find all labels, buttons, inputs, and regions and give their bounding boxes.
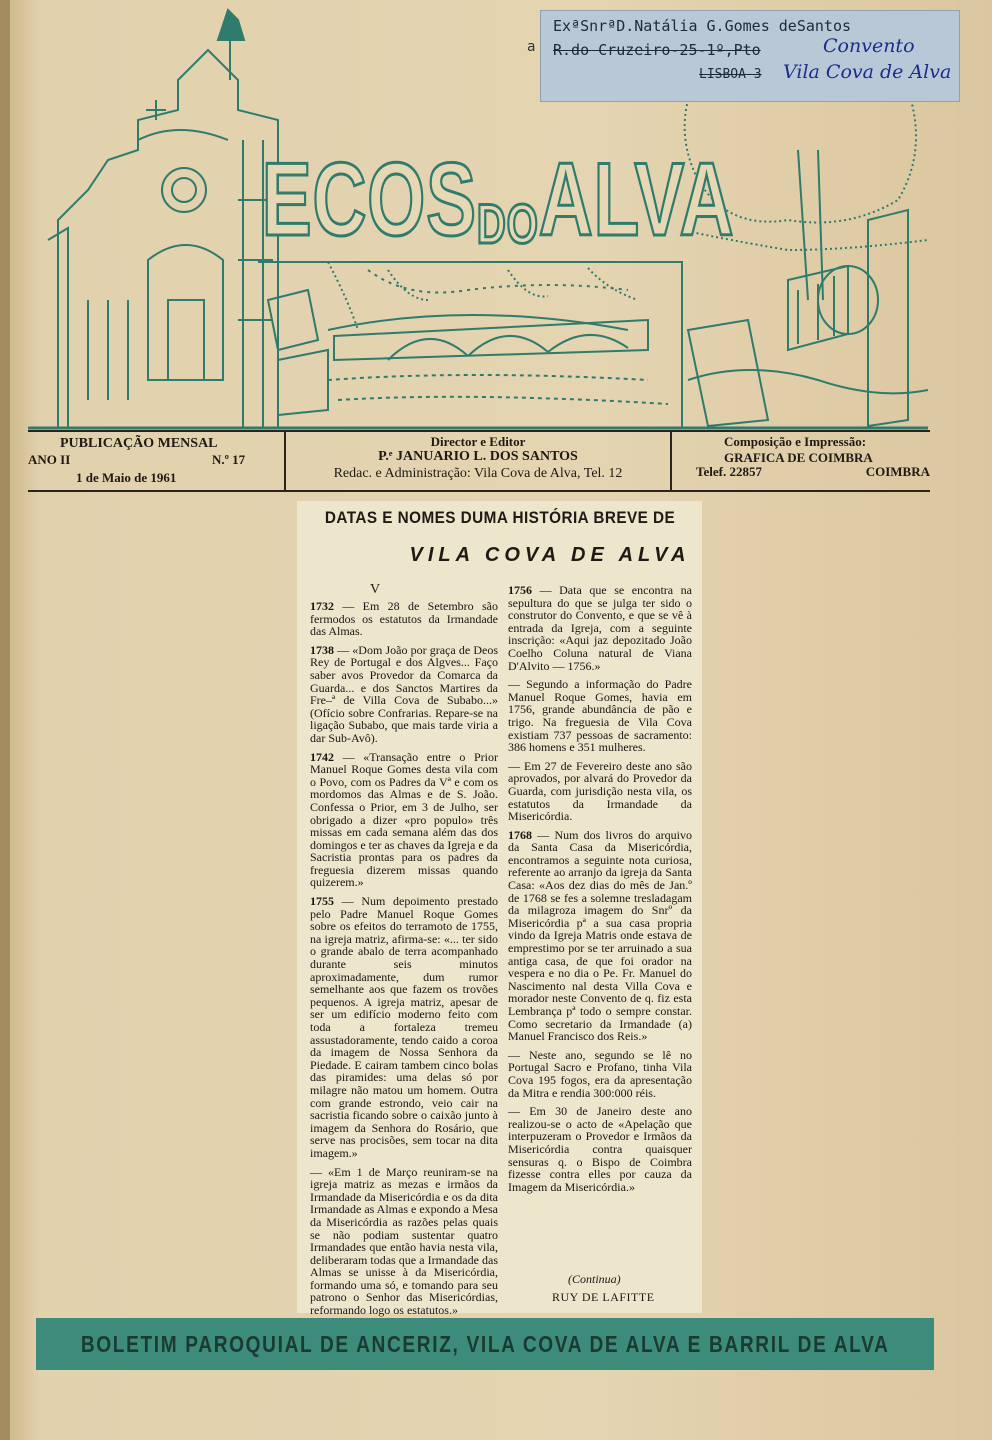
printer-city: COIMBRA (865, 464, 930, 479)
article-entry (508, 1049, 692, 1099)
entry-text: — Data que se encontra na sepultura do que se julga ter sido o construtor do Convento, e que se vê à entrada da Igreja, com a seguinte inscrição: «Aqui jaz depozitado João Coelho Coluna natural de Viana D'Alvito — 1756.» (508, 583, 692, 673)
director-name: P.ᵉ JANUARIO L. DOS SANTOS (378, 449, 578, 464)
article-author: RUY DE LAFITTE (552, 1290, 655, 1304)
article-entry (310, 600, 498, 638)
print-label: Composição e Impressão: (724, 434, 867, 449)
entry-text: — «Em 1 de Março reuniram-se na igreja matriz as mezas e irmãos da Irmandade da Misericórdia e os da dita Irmandade as Almas e expondo a Mesa da Misericórdia as razões pelas quais se não podiam sustentar quatro Irmandades que então havia nesta vila, deliberaram todas que a Irmandade das Almas se unisse à da Misericórdia, formando uma só, e tomando para seu patrono o Senhor das Misericórdias, reformando logo os estatutos.» (310, 1164, 498, 1318)
article-entry (310, 1166, 498, 1317)
continued-note: (Continua) (568, 1272, 621, 1286)
printer-name: GRAFICA DE COIMBRA (724, 450, 873, 465)
bottom-banner (36, 1318, 934, 1370)
info-publication (28, 432, 278, 490)
article-entry (508, 829, 692, 1043)
director-label: Director e Editor (430, 434, 526, 449)
entry-year: 1742 (310, 749, 334, 764)
title-part-ecos: ECOS (261, 142, 477, 258)
entry-text: — «Dom João por graça de Deos Rey de Portugal e dos Algves... Faço saber avos Provedor da Comarca da Guarda... e dos Sanctos Martires da Fre–ª de Villa Cova de Subabo...» (Ofício sobre Confrarias. Repare-se na ligação Subabo, que mais tarde viria a dar Sub-Avô). (310, 642, 498, 745)
article-entry (508, 760, 692, 823)
issue-year: ANO II (28, 452, 71, 467)
entry-text: — «Transação entre o Prior Manuel Roque Gomes desta vila com o Povo, com os Padres da Vª e com os mordomos das Almas e de S. João. Confessa o Prior, em 3 de Julho, ser obrigado a dizer «pro populo» três missas em cada semana além das dos domingos e ter as chaves da Igreja e da Sacristia prontas para os padres da freguesia dizerem missas quando quizerem.» (310, 749, 498, 890)
title-part-do: DO (476, 192, 539, 255)
entry-year: 1756 (508, 583, 532, 597)
issue-date: 1 de Maio de 1961 (76, 470, 177, 485)
article-part-number: V (370, 582, 381, 597)
entry-text: — Num dos livros do arquivo da Santa Casa da Misericórdia, encontramos a seguinte nota curiosa, referente ao arranjo da igreja da Santa Casa: «Aos dez dias do mês de Jan.º de 1768 se fes a solemne tresladagam da milagroza imagem do Snrº da Misericórdia pª a sua casa propria vindo da Igreja Matris onde estava de emprestimo por se ter arruinado a sua antiga casa, de que foi orador na vespera e no dia o Pe. Fr. Manuel do Nascimento nal desta Villa Cova e morador neste Convento de q. fiz esta Lembrança pª todo o sempre constar. Como secretario da Irmandade (a) Manuel Francisco dos Reis.» (508, 827, 692, 1044)
info-printer (674, 432, 930, 490)
label-mark: a (527, 39, 536, 55)
struck-address-line: R.do Cruzeiro-25-1º,Pto (553, 41, 761, 59)
entry-text: — Neste ano, segundo se lê no Portugal Sacro e Profano, tinha Vila Cova 195 fogos, era da apresentação da Mitra e rendia 300:000 réis. (508, 1047, 692, 1100)
article-entry (508, 584, 692, 672)
article-left-column (310, 600, 498, 1323)
article-entry (310, 895, 498, 1159)
recipient-name: ExªSnrªD.Natália G.Gomes deSantos (553, 17, 852, 35)
admin-address: Redac. e Administração: Vila Cova de Alva, Tel. 12 (333, 466, 623, 481)
entry-year: 1732 (310, 599, 334, 613)
printer-phone: Telef. 22857 (696, 464, 762, 479)
entry-year: 1768 (508, 827, 532, 842)
address-label (527, 10, 960, 102)
entry-year: 1738 (310, 642, 334, 657)
handwritten-village: Vila Cova de Alva (783, 61, 952, 83)
article-right-column (508, 584, 692, 1199)
struck-city-line: LISBOA-3 (699, 67, 762, 82)
info-bar (28, 430, 930, 492)
entry-text: — Em 28 de Setembro são fermodos os estatutos da Irmandade das Almas. (310, 599, 498, 639)
entry-text: — Em 30 de Janeiro deste ano realizou-se o acto de «Apelação que interpuzeram o Provedor e Irmãos da Misericórdia contra quaisquer sensuras q. o Bispo de Coimbra fizesse contra elles por cauza da Imagem da Misericórdia.» (508, 1104, 692, 1194)
entry-text: — Segundo a informação do Padre Manuel Roque Gomes, havia em 1756, grande abundância de pão e trigo. Na freguesia de Vila Cova existiam 737 pessoas de sacramento: 386 homens e 351 mulheres. (508, 677, 692, 755)
article-title: DATAS E NOMES DUMA HISTÓRIA BREVE DE (324, 508, 676, 527)
masthead-title (261, 122, 735, 258)
publication-type: PUBLICAÇÃO MENSAL (60, 436, 218, 451)
banner-text: BOLETIM PAROQUIAL DE ANCERIZ, VILA COVA DE ALVA E BARRIL DE ALVA (80, 1330, 890, 1357)
article-subtitle: VILA COVA DE ALVA (409, 544, 691, 566)
handwritten-convento: Convento (823, 35, 915, 57)
issue-number: N.º 17 (212, 452, 246, 467)
info-editor (284, 432, 672, 490)
entry-year: 1755 (310, 894, 334, 909)
entry-text: — Em 27 de Fevereiro deste ano são aprovados, por alvará do Provedor da Guarda, com jurisdição nesta vila, os estatutos da Irmandade da Misericórdia. (508, 758, 692, 824)
article-entry (508, 1105, 692, 1193)
binding-edge (0, 0, 10, 1440)
title-part-alva: ALVA (538, 142, 735, 258)
entry-text: — Num depoimento prestado pelo Padre Manuel Roque Gomes sobre os efeitos do terramoto de 1755, na igreja matriz, afirma-se: «... ter sido o grande abalo de terra acompanhado durante seis minutos aproximadamente, dum rumor semelhante aos que fazem os trovões pequenos. A igreja matriz, apesar de ser um edifício moderno feito com toda a fortaleza tremeu assustadoramente, tendo caido a coroa da imagem de Nossa Senhora da Piedade. E cairam tambem cinco bolas das piramides: uma delas só por milagre não matou um homem. Outra com grande estrondo, veio cair na sacristia ficando sobre o caixão junto à imagem da Senhora do Rosário, que serve nas procisões, sem tocar na dita imagem.» (310, 894, 498, 1160)
article-entry (310, 644, 498, 745)
article-entry (310, 751, 498, 890)
article-entry (508, 678, 692, 754)
